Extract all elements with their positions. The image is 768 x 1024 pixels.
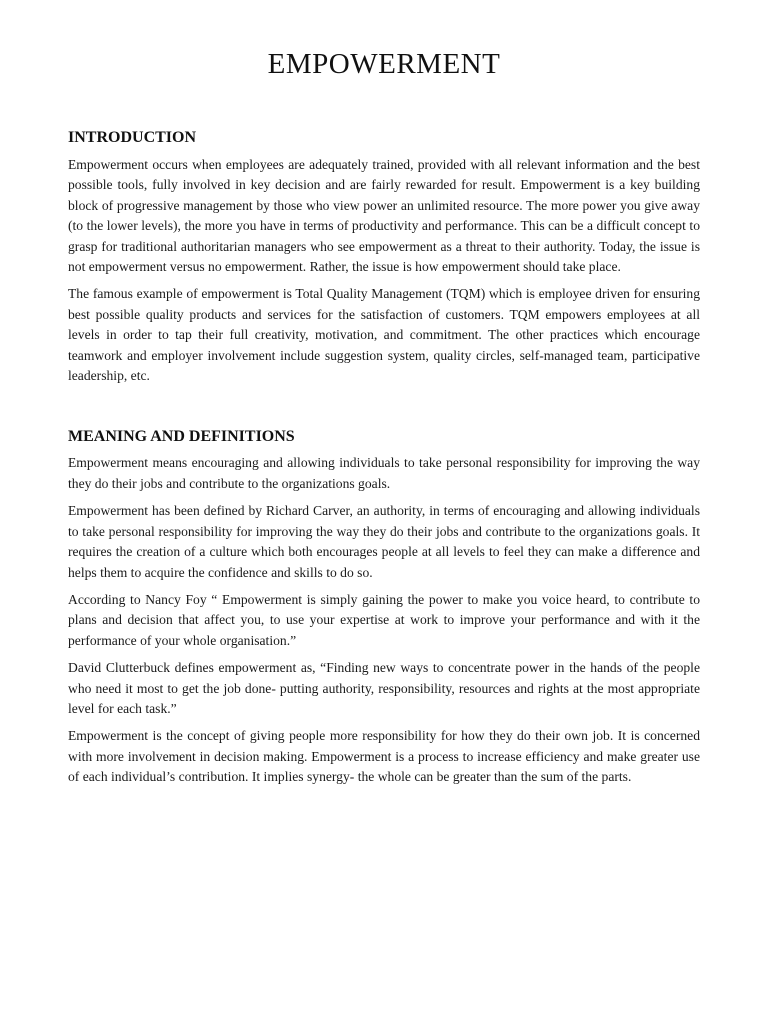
introduction-paragraph: The famous example of empowerment is Total Quality Management (TQM) which is employee driven for ensuring best possible quality products and services for the satisfaction of customers. TQM empowers employees at all levels in order to tap their full creativity, motivation, and commitment. The other practices which encourage teamwork and employer involvement include suggestion system, quality circles, self-managed team, participative leadership, etc. <box>68 286 700 384</box>
definition-paragraph: Empowerment has been defined by Richard Carver, an authority, in terms of encouraging and allowing individuals to take personal responsibility for improving the way they do their jobs and contribute to the organizations goals. It requires the creation of a culture which both encourages people at all levels to feel they can make a difference and helps them to acquire the confidence and skills to do so. <box>68 503 700 580</box>
section-heading-introduction: INTRODUCTION <box>68 129 197 146</box>
definition-paragraph: Empowerment means encouraging and allowing individuals to take personal responsibility for improving the way they do their jobs and contribute to the organizations goals. <box>68 455 700 491</box>
definition-paragraph: David Clutterbuck defines empowerment as, “Finding new ways to concentrate power in the hands of the people who need it most to get the job done- putting authority, responsibility, resources and rights at the most appropriate level for each task.” <box>68 660 700 716</box>
introduction-paragraph: Empowerment occurs when employees are adequately trained, provided with all relevant information and the best possible tools, fully involved in key decision and are fairly rewarded for result. Empowerment is a key building block of progressive management by those who view power an unlimited resource. The more power you give away (to the lower levels), the more you have in terms of productivity and performance. This can be a difficult concept to grasp for traditional authoritarian managers who see empowerment as a threat to their authority. Today, the issue is not empowerment versus no empowerment. Rather, the issue is how empowerment should take place. <box>68 157 700 275</box>
document-title: EMPOWERMENT <box>267 48 501 80</box>
definition-paragraph: Empowerment is the concept of giving people more responsibility for how they do their own job. It is concerned with more involvement in decision making. Empowerment is a process to increase efficiency and make greater use of each individual’s contribution. It implies synergy- the whole can be greater than the sum of the parts. <box>68 728 700 785</box>
definition-paragraph: According to Nancy Foy “ Empowerment is simply gaining the power to make you voice heard, to contribute to plans and decision that affect you, to use your expertise at work to improve your performance and with it the performance of your whole organisation.” <box>68 591 700 648</box>
section-heading-meaning-and-definitions: MEANING AND DEFINITIONS <box>68 428 295 446</box>
